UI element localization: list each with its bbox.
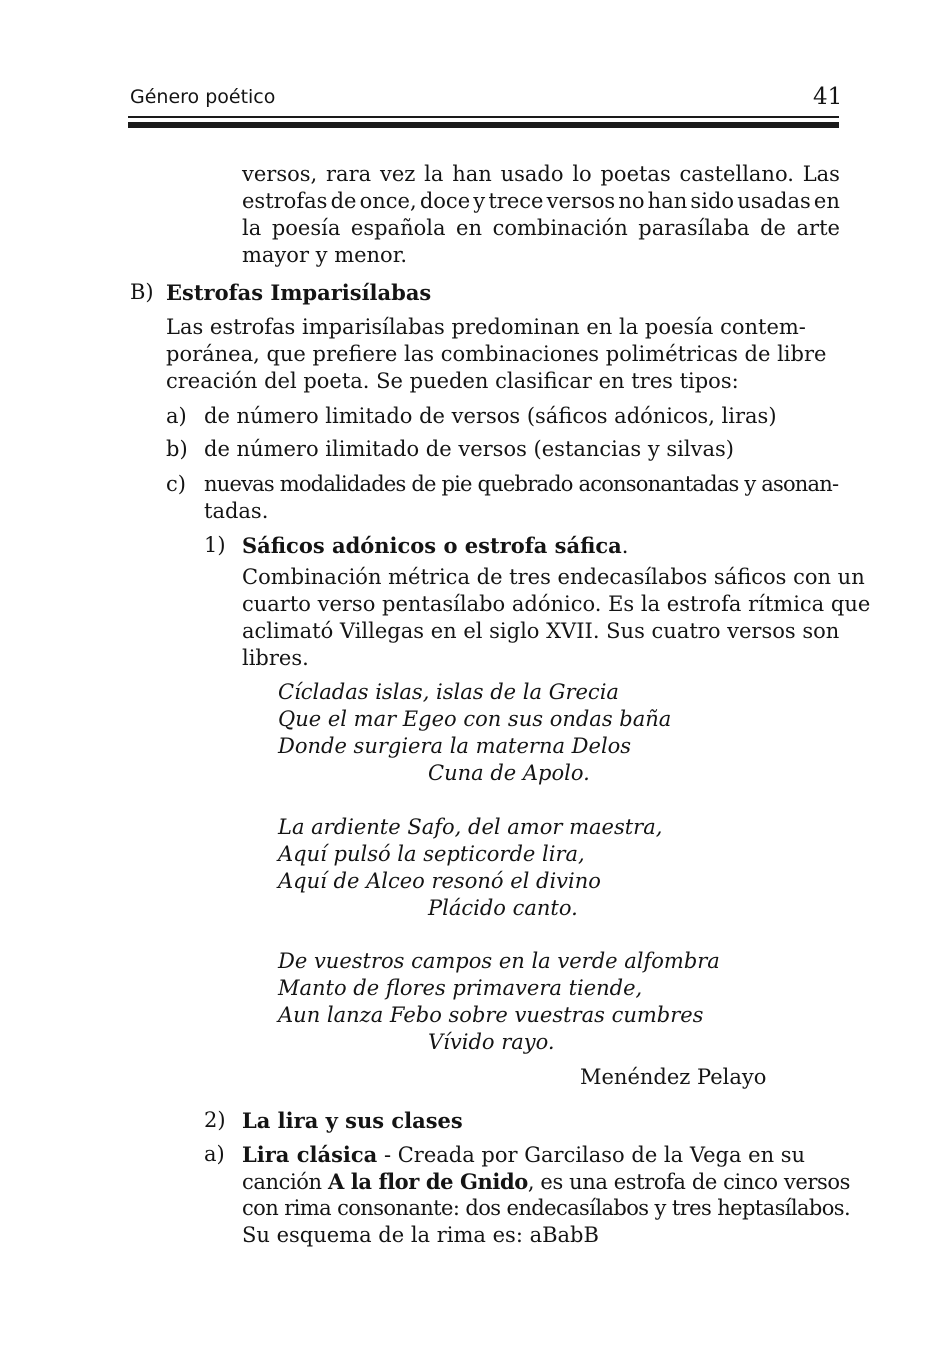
poem-verse: Aquí pulsó la septicorde lira, (278, 842, 585, 866)
word: no (618, 189, 645, 213)
subsection-heading: La lira y sus clases (242, 1108, 463, 1133)
list-marker: a) (166, 404, 187, 428)
word: versos, (242, 162, 318, 186)
word: la (424, 162, 444, 186)
text-line: aclimató Villegas en el siglo XVII. Sus cuatro versos son (242, 619, 840, 643)
word: en (456, 216, 482, 240)
word: poetas (600, 162, 671, 186)
poem-verse: Aquí de Alceo resonó el divino (278, 869, 601, 893)
text-line: cuarto verso pentasílabo adónico. Es la estrofa rítmica que (242, 592, 871, 616)
word: usado (500, 162, 564, 186)
word: doce (419, 189, 471, 213)
text-line: creación del poeta. Se pueden clasificar en tres tipos: (166, 369, 739, 393)
list-item-text: tadas. (204, 499, 269, 523)
header-rule-thin (128, 116, 839, 118)
text-line: poránea, que prefiere las combinaciones polimétricas de libre (166, 342, 827, 366)
word: han (452, 162, 492, 186)
poem-verse: Plácido canto. (428, 896, 578, 920)
page-number: 41 (813, 84, 843, 110)
text-run: - Creada por Garcilaso de la Vega en su (377, 1143, 806, 1167)
work-title-bold: A la flor de Gnido (327, 1169, 528, 1194)
word: versos (546, 189, 616, 213)
text-line: Combinación métrica de tres endecasílabos sáficos con un (242, 565, 865, 589)
word: lo (572, 162, 592, 186)
text-line: mayor y menor. (242, 243, 408, 267)
word: española (350, 216, 446, 240)
list-marker: c) (166, 472, 186, 496)
word: usadas (737, 189, 811, 213)
list-item-text: nuevas modalidades de pie quebrado aconsonantadas y asonan- (204, 472, 839, 496)
poem-verse: Donde surgiera la materna Delos (278, 734, 632, 758)
subsection-heading (242, 533, 628, 558)
word: sido (690, 189, 735, 213)
word: castellano. (679, 162, 794, 186)
running-header-title: Género poético (130, 86, 276, 108)
text-line: Su esquema de la rima es: aBabB (242, 1223, 599, 1247)
word: combinación (492, 216, 628, 240)
poem-author: Menéndez Pelayo (580, 1065, 767, 1089)
term-bold: Lira clásica (242, 1142, 378, 1167)
poem-verse: Manto de flores primavera tiende, (278, 976, 643, 1000)
word: de (760, 216, 786, 240)
word: y (473, 189, 486, 213)
list-item-text: de número limitado de versos (sáficos adónicos, liras) (204, 404, 777, 428)
poem-verse: La ardiente Safo, del amor maestra, (278, 815, 663, 839)
word: poesía (271, 216, 341, 240)
poem-verse: Vívido rayo. (428, 1030, 555, 1054)
word: estrofas (242, 189, 328, 213)
text-line: con rima consonante: dos endecasílabos y tres heptasílabos. (242, 1196, 851, 1220)
text-line (242, 216, 840, 240)
header-rule-thick (128, 122, 839, 128)
word: trece (488, 189, 544, 213)
poem-verse: Que el mar Egeo con sus ondas baña (278, 707, 672, 731)
section-marker: B) (130, 280, 154, 304)
poem-verse: Cícladas islas, islas de la Grecia (278, 680, 619, 704)
text-run: , es una estrofa de cinco versos (527, 1170, 850, 1194)
list-item-text: de número ilimitado de versos (estancias y silvas) (204, 437, 734, 461)
heading-period: . (621, 534, 629, 558)
text-line: libres. (242, 646, 309, 670)
word: de (330, 189, 357, 213)
poem-verse: Cuna de Apolo. (428, 761, 590, 785)
word: han (647, 189, 688, 213)
word: arte (796, 216, 840, 240)
poem-verse: Aun lanza Febo sobre vuestras cumbres (278, 1003, 704, 1027)
word: rara (326, 162, 372, 186)
subsection-marker: 2) (204, 1108, 226, 1132)
text-line (242, 1169, 850, 1194)
list-marker: a) (204, 1142, 225, 1166)
section-heading: Estrofas Imparisílabas (166, 280, 432, 305)
poem-verse: De vuestros campos en la verde alfombra (278, 949, 720, 973)
text-line (242, 189, 840, 213)
word: once, (359, 189, 417, 213)
list-marker: b) (166, 437, 188, 461)
word: en (813, 189, 840, 213)
text-line: Las estrofas imparisílabas predominan en la poesía contem- (166, 315, 806, 339)
subsection-heading-text: Sáficos adónicos o estrofa sáfica (242, 533, 622, 558)
word: la (242, 216, 262, 240)
text-line (242, 1142, 805, 1167)
text-run: canción (242, 1170, 328, 1194)
text-line (242, 162, 840, 186)
word: Las (802, 162, 840, 186)
word: vez (379, 162, 416, 186)
subsection-marker: 1) (204, 533, 226, 557)
word: parasílaba (638, 216, 750, 240)
